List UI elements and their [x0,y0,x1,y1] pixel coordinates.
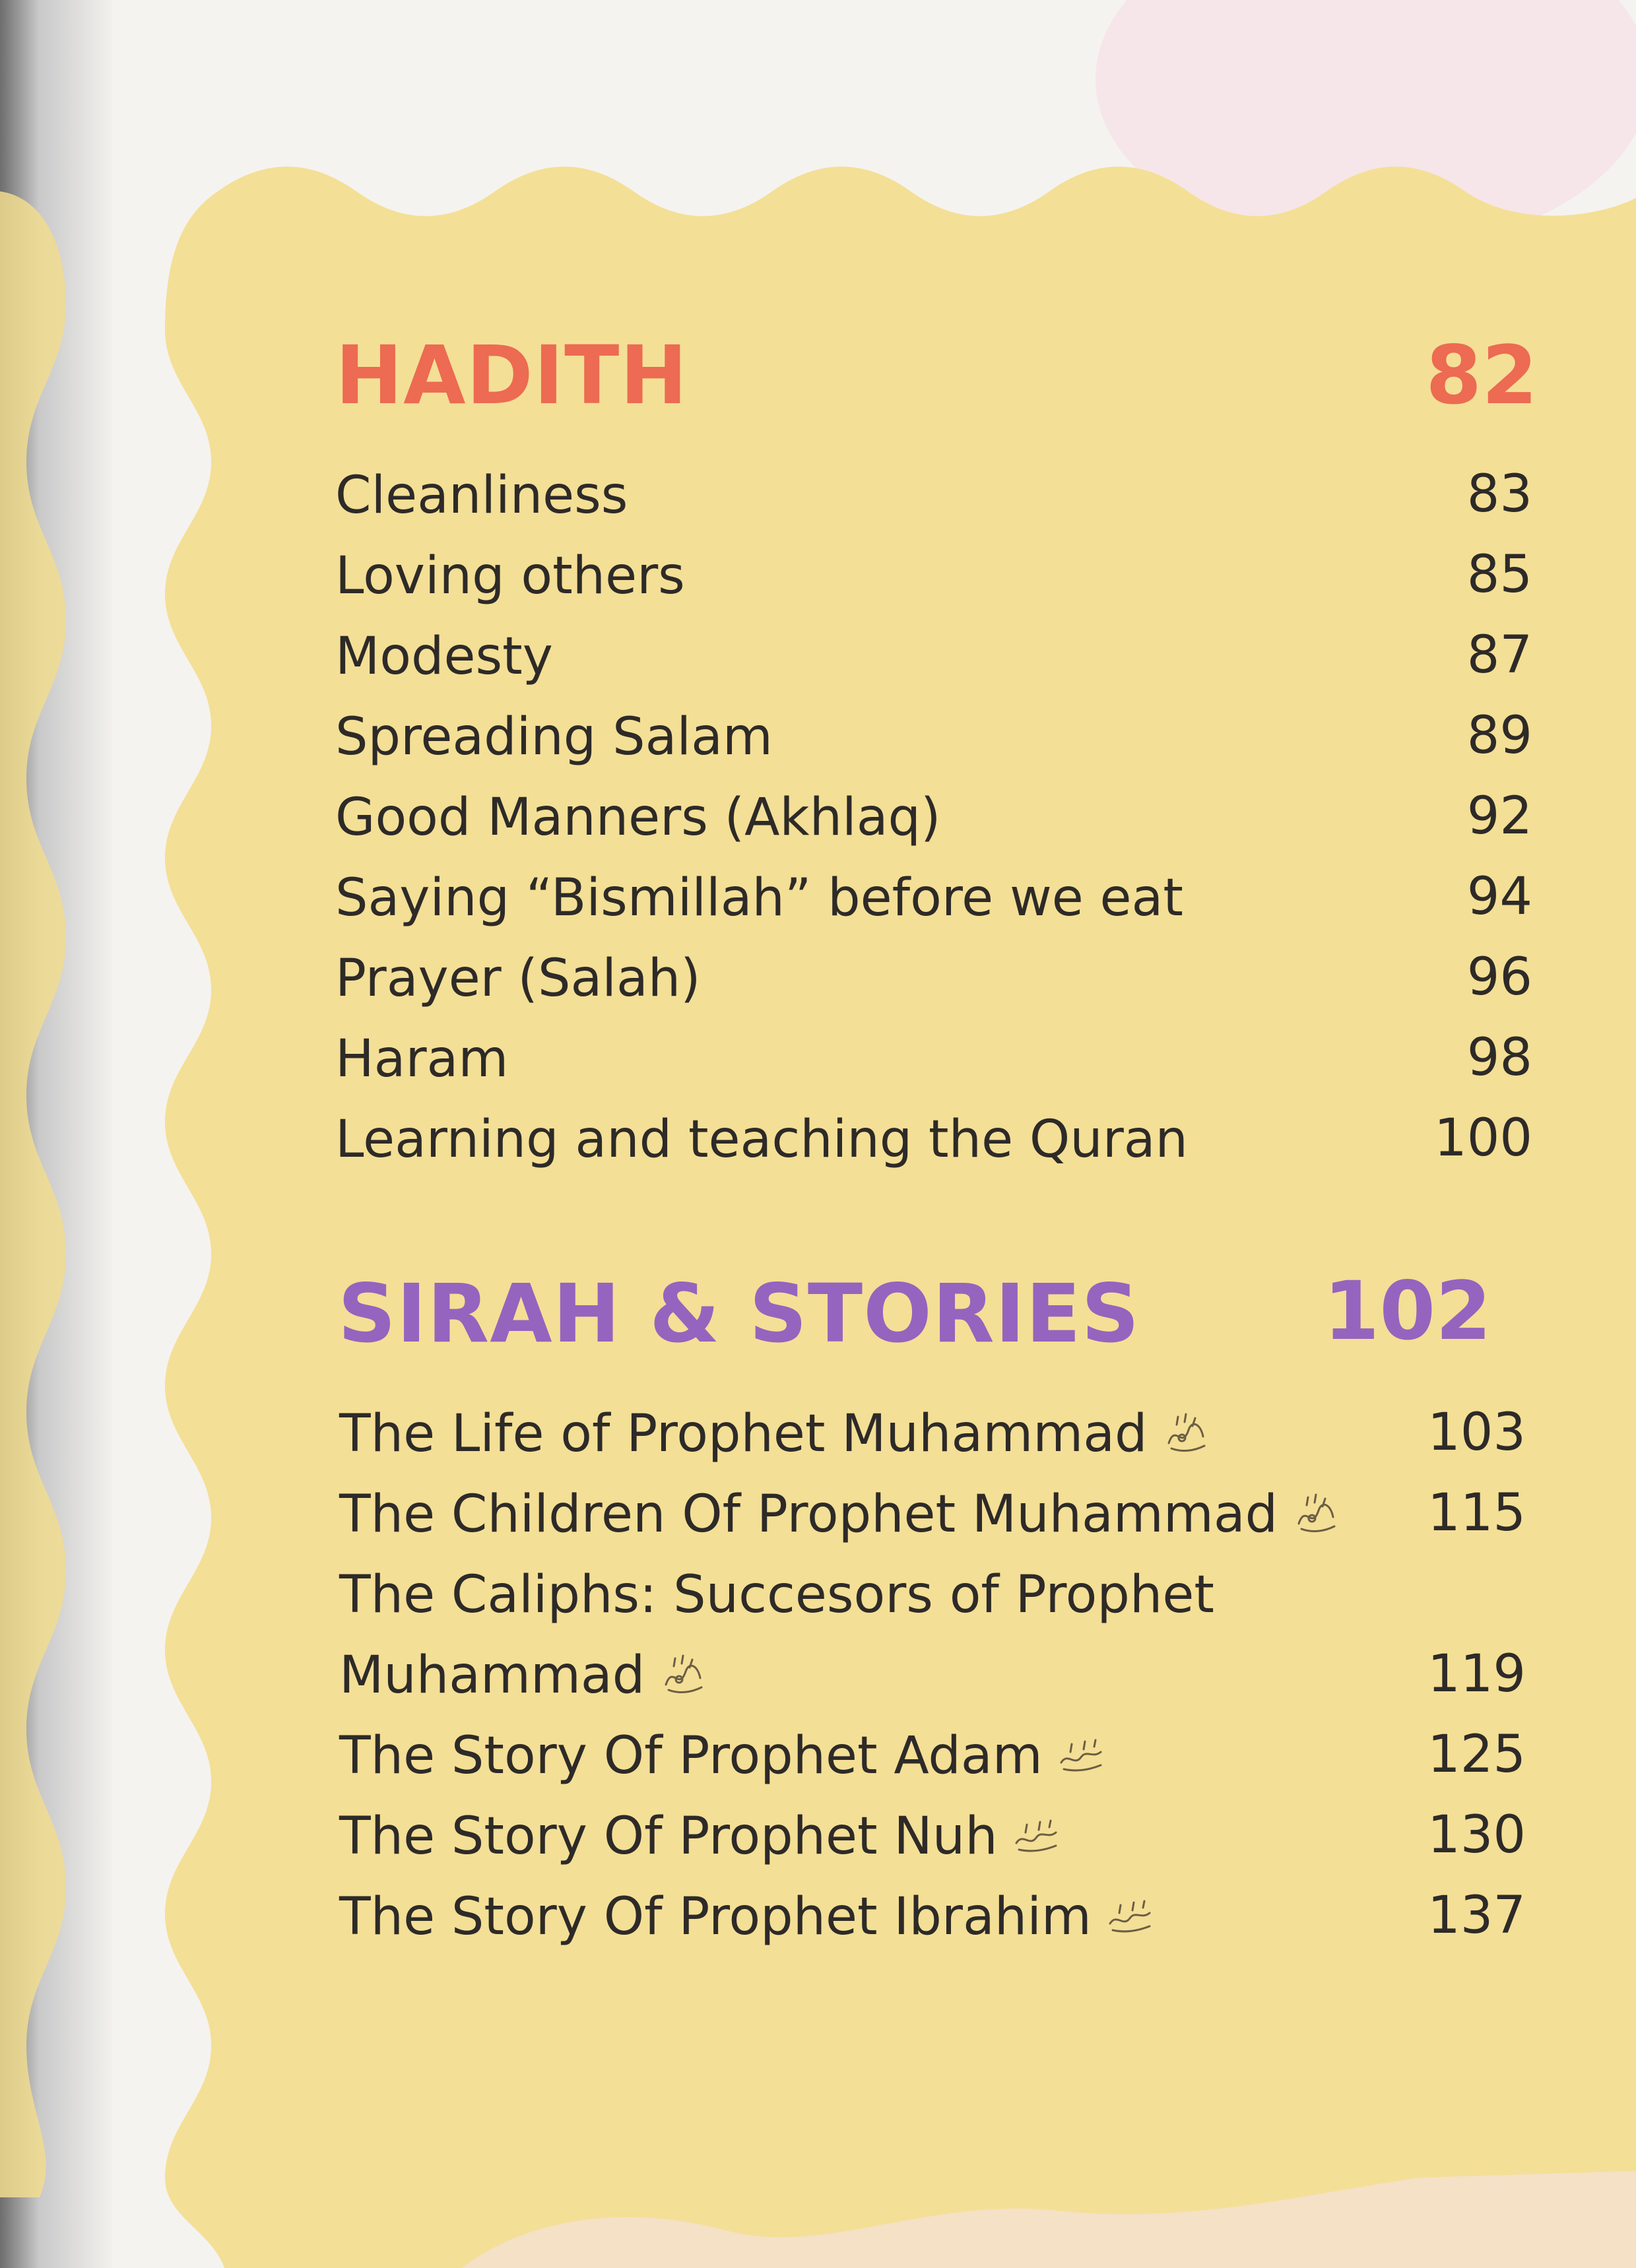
toc-entry-spreading-salam[interactable]: Spreading Salam [335,707,773,767]
toc-page-quran: 100 [1434,1109,1532,1168]
alayhi-salam-calligraphy-icon [1012,1813,1060,1859]
toc-entry-haram[interactable]: Haram [335,1029,509,1089]
toc-entry-bismillah[interactable]: Saying “Bismillah” before we eat [335,868,1183,928]
toc-page-bismillah: 94 [1466,867,1532,926]
toc-entry-good-manners[interactable]: Good Manners (Akhlaq) [335,788,941,847]
toc-entry-prophet-ibrahim[interactable] [339,1887,1154,1947]
section-title-sirah: SIRAH & STORIES [338,1267,1140,1361]
toc-entry-loving-others[interactable]: Loving others [335,546,685,606]
toc-page-loving-others: 85 [1466,545,1532,604]
section-page-sirah: 102 [1323,1264,1491,1358]
salawat-calligraphy-icon [1162,1410,1210,1456]
toc-page-cleanliness: 83 [1466,465,1532,524]
toc-entry-cleanliness[interactable]: Cleanliness [335,466,628,525]
toc-entry-life-of-prophet[interactable] [339,1404,1210,1464]
toc-page-life-of-prophet: 103 [1427,1403,1526,1462]
toc-entry-caliphs-continued[interactable] [339,1646,707,1705]
entry-text: Muhammad [339,1646,645,1705]
alayhi-salam-calligraphy-icon [1106,1893,1154,1939]
alayhi-salam-calligraphy-icon [1057,1732,1105,1778]
salawat-calligraphy-icon [659,1652,707,1698]
toc-page-prophet-ibrahim: 137 [1427,1886,1526,1945]
toc-entry-quran[interactable]: Learning and teaching the Quran [335,1110,1188,1169]
entry-text: The Story Of Prophet Adam [339,1726,1043,1786]
toc-entry-caliphs[interactable]: The Caliphs: Succesors of Prophet [339,1565,1214,1625]
toc-page-spreading-salam: 89 [1466,706,1532,765]
toc-page-prophet-adam: 125 [1427,1725,1526,1784]
toc-page-prophet-nuh: 130 [1427,1805,1526,1865]
toc-page-caliphs: 119 [1427,1644,1526,1704]
toc-entry-modesty[interactable]: Modesty [335,627,553,686]
toc-page-prayer: 96 [1466,948,1532,1007]
toc-entry-prophet-adam[interactable] [339,1726,1105,1786]
section-page-hadith: 82 [1425,329,1538,422]
toc-entry-prophet-nuh[interactable] [339,1807,1060,1866]
entry-text: The Story Of Prophet Nuh [339,1807,998,1866]
toc-entry-prayer[interactable]: Prayer (Salah) [335,949,701,1008]
section-title-hadith: HADITH [335,329,688,422]
toc-entry-children-of-prophet[interactable] [339,1485,1340,1544]
toc-page-modesty: 87 [1466,626,1532,685]
entry-text: The Story Of Prophet Ibrahim [339,1887,1092,1947]
entry-text: The Life of Prophet Muhammad [339,1404,1148,1464]
toc-page-children-of-prophet: 115 [1427,1483,1526,1543]
toc-page-haram: 98 [1466,1028,1532,1087]
entry-text: The Children Of Prophet Muhammad [339,1485,1278,1544]
toc-page-good-manners: 92 [1466,787,1532,846]
